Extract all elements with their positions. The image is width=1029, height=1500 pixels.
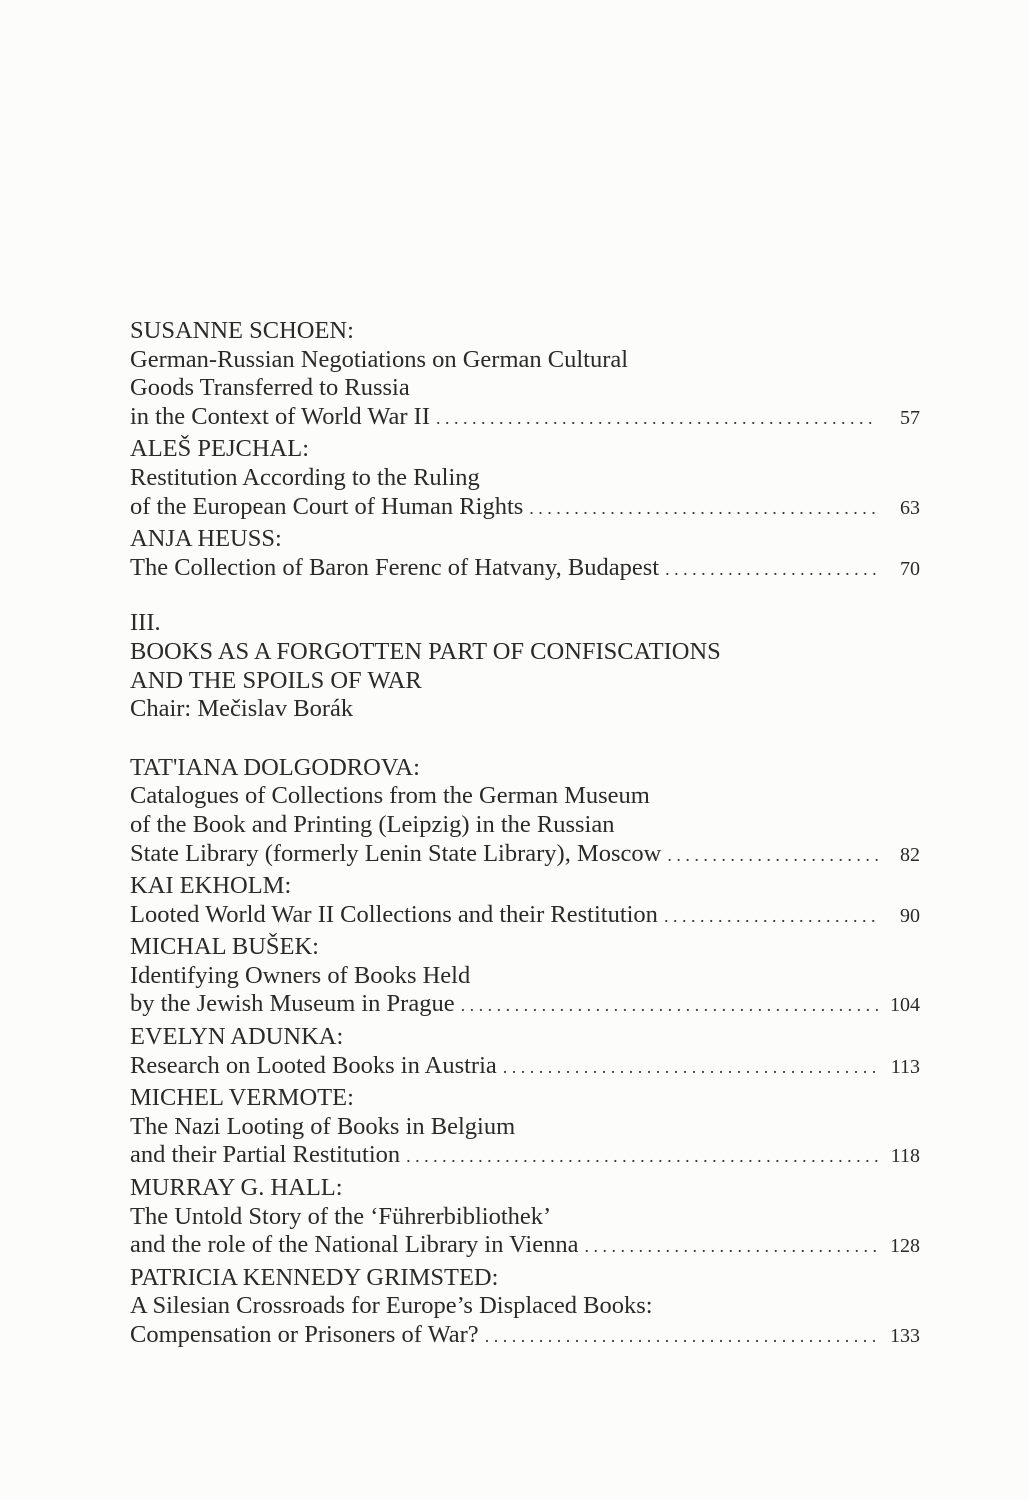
page-number: 128 [890, 1235, 920, 1258]
entry-author: ALEŠ PEJCHAL: [130, 435, 310, 463]
entry-final-line [130, 901, 920, 931]
entry-final-line [130, 1052, 920, 1082]
page-number: 70 [900, 557, 920, 580]
entry-author: MURRAY G. HALL: [130, 1174, 343, 1202]
entry-title-line: by the Jewish Museum in Prague [130, 990, 455, 1018]
dot-leader [436, 404, 878, 433]
entry-final-line [130, 990, 920, 1020]
toc-entry [130, 1264, 920, 1351]
section-title: BOOKS AS A FORGOTTEN PART OF CONFISCATIONS [130, 637, 721, 665]
dot-leader [406, 1142, 878, 1171]
page-number: 90 [900, 904, 920, 927]
entry-title-line: German-Russian Negotiations on German Cultural [130, 345, 629, 373]
dot-leader [664, 902, 878, 931]
entry-title-line: of the Book and Printing (Leipzig) in the Russian [130, 810, 615, 838]
entry-title-line: A Silesian Crossroads for Europe’s Displaced Books: [130, 1292, 653, 1320]
entry-title-line: in the Context of World War II [130, 402, 430, 430]
toc-entry [130, 1084, 920, 1171]
section-number: III. [130, 609, 161, 637]
entry-final-line [130, 403, 920, 433]
page-number: 104 [890, 994, 920, 1017]
toc-entry [130, 933, 920, 1020]
dot-leader [485, 1322, 878, 1351]
toc-entry [130, 317, 920, 432]
entry-title-line: Research on Looted Books in Austria [130, 1051, 497, 1079]
entry-title-line: Compensation or Prisoners of War? [130, 1321, 479, 1348]
entry-title-line: Goods Transferred to Russia [130, 374, 410, 402]
dot-leader [529, 494, 878, 523]
dot-leader [665, 555, 878, 584]
entry-title-line: of the European Court of Human Rights [130, 492, 524, 520]
page-number: 118 [890, 1145, 920, 1168]
dot-leader [667, 841, 878, 870]
entry-final-line [130, 1231, 920, 1261]
dot-leader [503, 1053, 878, 1082]
entry-title-line: The Collection of Baron Ferenc of Hatvany, Budapest [130, 553, 660, 581]
entry-author: EVELYN ADUNKA: [130, 1023, 344, 1051]
section-chair: Chair: Mečislav Borák [130, 695, 354, 723]
page-number: 133 [890, 1325, 920, 1347]
entry-title-line: Looted World War II Collections and their Restitution [130, 900, 658, 928]
toc-entry [130, 1174, 920, 1261]
section-title: AND THE SPOILS OF WAR [130, 666, 422, 694]
entry-author: SUSANNE SCHOEN: [130, 317, 354, 344]
dot-leader [584, 1232, 878, 1261]
entry-author: KAI EKHOLM: [130, 872, 292, 900]
entry-title-line: Restitution According to the Ruling [130, 463, 480, 491]
entry-final-line [130, 493, 920, 523]
toc-entry [130, 754, 920, 869]
toc-entry [130, 1023, 920, 1081]
page-number: 57 [900, 406, 920, 429]
entry-final-line [130, 1321, 920, 1351]
page-number: 113 [890, 1055, 920, 1078]
entry-author: MICHEL VERMOTE: [130, 1084, 354, 1112]
entry-final-line [130, 554, 920, 584]
page-number: 63 [900, 496, 920, 519]
toc-entry [130, 435, 920, 522]
entry-title-line: Catalogues of Collections from the German Museum [130, 782, 650, 810]
entry-final-line [130, 1141, 920, 1171]
entry-title-line: and the role of the National Library in Vienna [130, 1231, 579, 1259]
table-of-contents [130, 317, 920, 1351]
toc-entry [130, 525, 920, 583]
entry-title-line: The Untold Story of the ‘Führerbibliothek’ [130, 1202, 552, 1230]
entry-final-line [130, 840, 920, 870]
entry-title-line: The Nazi Looting of Books in Belgium [130, 1112, 516, 1140]
entry-author: MICHAL BUŠEK: [130, 933, 319, 961]
entry-title-line: and their Partial Restitution [130, 1141, 401, 1169]
dot-leader [461, 991, 878, 1020]
entry-title-line: Identifying Owners of Books Held [130, 961, 471, 989]
entry-author: TAT'IANA DOLGODROVA: [130, 753, 420, 781]
section-heading [130, 609, 920, 723]
page-number: 82 [900, 843, 920, 866]
toc-entry [130, 872, 920, 930]
entry-title-line: State Library (formerly Lenin State Library), Moscow [130, 839, 662, 867]
entry-author: ANJA HEUSS: [130, 525, 282, 553]
entry-author: PATRICIA KENNEDY GRIMSTED: [130, 1263, 499, 1291]
